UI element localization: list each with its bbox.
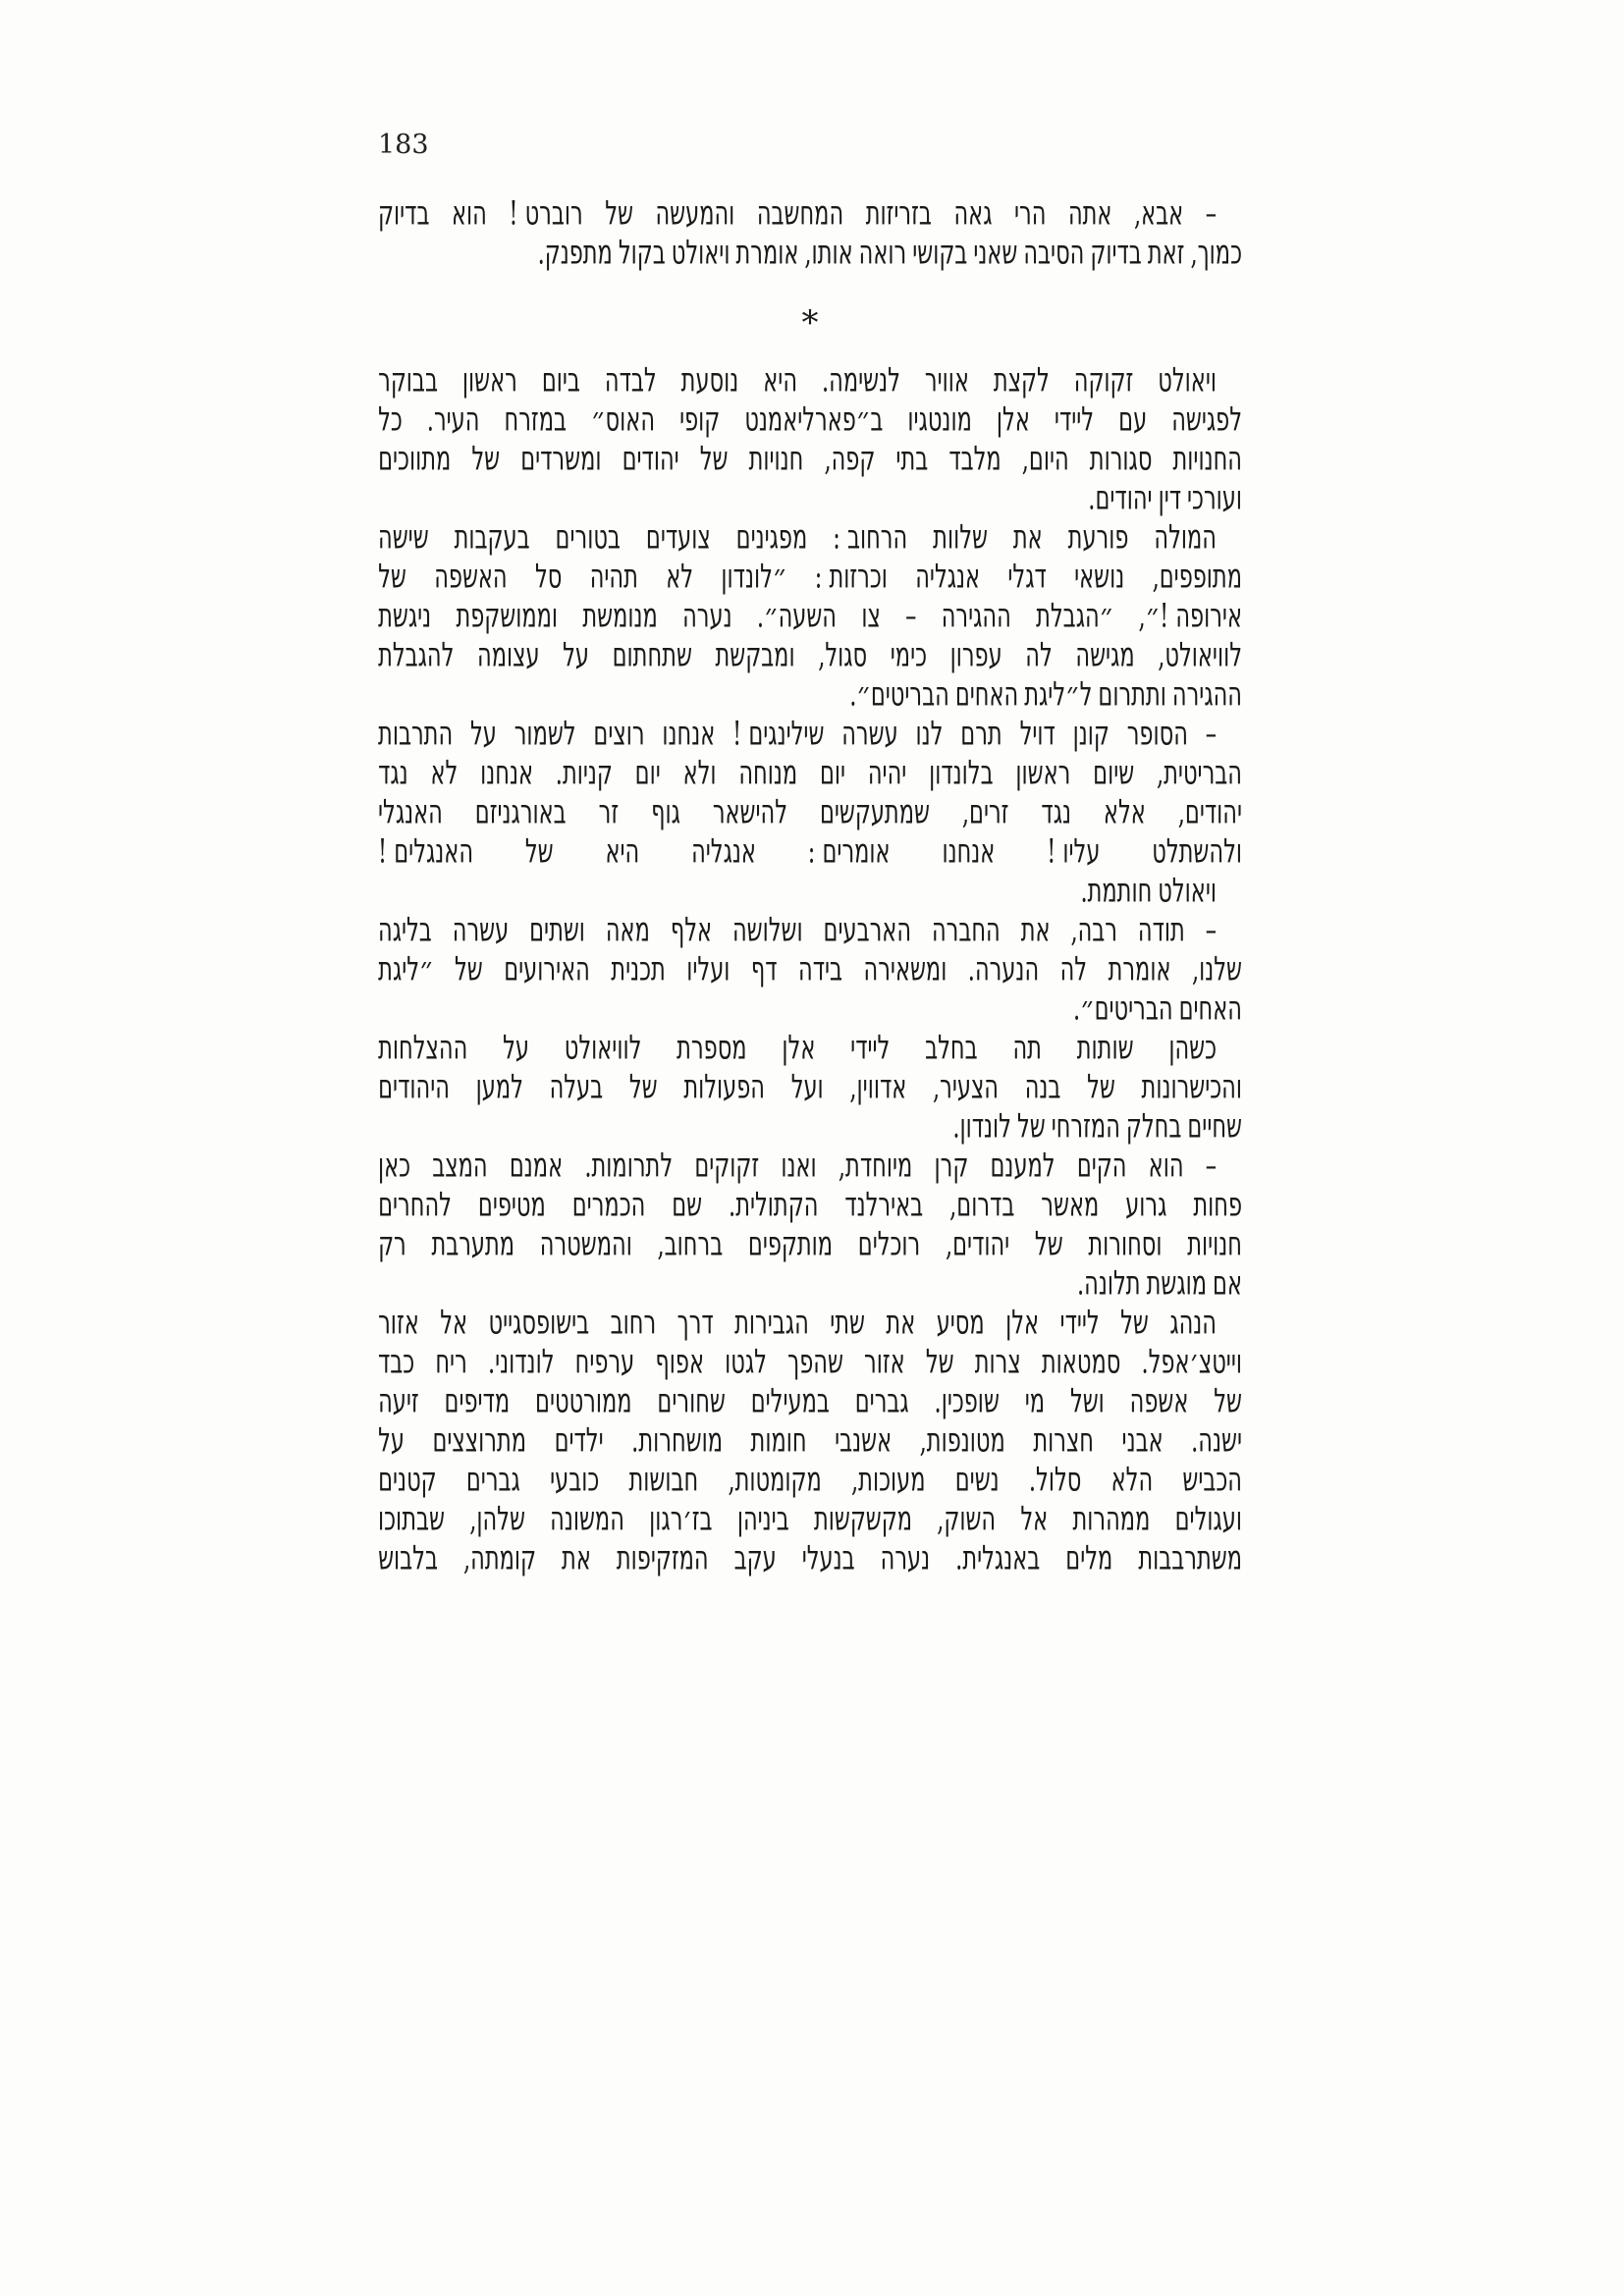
text-line: המולה פורעת את שלוות הרחוב : מפגינים צועדים בטורים בעקבות שישה bbox=[378, 518, 1217, 558]
text-line: וייטצ׳אפל. סמטאות צרות של אזור שהפך לגטו אפוף ערפיח לונדוני. ריח כבד bbox=[378, 1343, 1242, 1382]
text-line: אם מוגשת תלונה. bbox=[1077, 1264, 1242, 1304]
text-line: הכביש הלא סלול. נשים מעוכות, מקומטות, חבושות כובעי גברים קטנים bbox=[378, 1461, 1242, 1500]
text-line: ועורכי דין יהודים. bbox=[1088, 479, 1242, 518]
text-line: – הוא הקים למענם קרן מיוחדת, ואנו זקוקים לתרומות. אמנם המצב כאן bbox=[378, 1147, 1217, 1186]
text-line: – הסופר קונן דויל תרם לנו עשרה שילינגים ! אנחנו רוצים לשמור על התרבות bbox=[378, 715, 1217, 754]
text-line: והכישרונות של בנה הצעיר, אדווין, ועל הפעולות של בעלה למען היהודים bbox=[378, 1068, 1242, 1107]
text-line: כשהן שותות תה בחלב ליידי אלן מספרת לוויאולט על ההצלחות bbox=[378, 1029, 1217, 1068]
text-line: ישנה. אבני חצרות מטונפות, אשנבי חומות מושחרות. ילדים מתרוצצים על bbox=[378, 1421, 1242, 1461]
section-separator: * bbox=[801, 303, 819, 343]
text-line: – תודה רבה, את החברה הארבעים ושלושה אלף מאה ושתים עשרה בליגה bbox=[378, 911, 1217, 950]
text-line: – אבא, אתה הרי גאה בזריזות המחשבה והמעשה של רוברט ! הוא בדיוק bbox=[378, 194, 1217, 234]
text-column bbox=[378, 126, 1242, 1578]
paragraph bbox=[378, 518, 1242, 715]
text-line: יהודים, אלא נגד זרים, שמתעקשים להישאר גוף זר באורגניזם האנגלי bbox=[378, 793, 1242, 832]
text-line: אירופה !״, ״הגבלת ההגירה – צו השעה״. נערה מנומשת וממושקפת ניגשת bbox=[378, 597, 1242, 636]
page-number: 183 bbox=[378, 130, 429, 160]
text-line: החנויות סגורות היום, מלבד בתי קפה, חנויות של יהודים ומשרדים של מתווכים bbox=[378, 440, 1242, 479]
text-line: ההגירה ותתרום ל״ליגת האחים הבריטים״. bbox=[849, 675, 1242, 715]
paragraph bbox=[378, 911, 1242, 1029]
paragraph bbox=[378, 361, 1242, 518]
text-line: משתרבבות מלים באנגלית. נערה בנעלי עקב המזקיפות את קומתה, בלבוש bbox=[378, 1539, 1242, 1578]
paragraph bbox=[378, 1147, 1242, 1304]
text-line: שלנו, אומרת לה הנערה. ומשאירה בידה דף ועליו תכנית האירועים של ״ליגת bbox=[378, 950, 1242, 989]
paragraph bbox=[378, 715, 1242, 872]
text-line: ועגולים ממהרות אל השוק, מקשקשות ביניהן בז׳רגון המשונה שלהן, שבתוכו bbox=[378, 1500, 1242, 1539]
text-line: לוויאולט, מגישה לה עפרון כימי סגול, ומבקשת שתחתום על עצומה להגבלת bbox=[378, 636, 1242, 675]
text-line: הבריטית, שיום ראשון בלונדון יהיה יום מנוחה ולא יום קניות. אנחנו לא נגד bbox=[378, 754, 1242, 793]
paragraph bbox=[378, 1029, 1242, 1147]
text-line: מתופפים, נושאי דגלי אנגליה וכרזות : ״לונדון לא תהיה סל האשפה של bbox=[378, 558, 1242, 597]
paragraph bbox=[378, 1304, 1242, 1578]
text-line: הנהג של ליידי אלן מסיע את שתי הגבירות דרך רחוב בישופסגייט אל אזור bbox=[378, 1304, 1217, 1343]
text-line: ויאולט זקוקה לקצת אוויר לנשימה. היא נוסעת לבדה ביום ראשון בבוקר bbox=[378, 361, 1217, 400]
text-line: פחות גרוע מאשר בדרום, באירלנד הקתולית. שם הכמרים מטיפים להחרים bbox=[378, 1186, 1242, 1225]
text-line: ויאולט חותמת. bbox=[1080, 872, 1217, 911]
text-line: האחים הבריטים״. bbox=[1072, 989, 1242, 1029]
text-line: שחיים בחלק המזרחי של לונדון. bbox=[952, 1107, 1242, 1147]
text-line: לפגישה עם ליידי אלן מונטגיו ב״פארליאמנט קופי האוס״ במזרח העיר. כל bbox=[378, 400, 1242, 440]
paragraph bbox=[378, 194, 1242, 273]
text-line: כמוך, זאת בדיוק הסיבה שאני בקושי רואה אותו, אומרת ויאולט בקול מתפנק. bbox=[537, 234, 1242, 273]
text-line: חנויות וסחורות של יהודים, רוכלים מותקפים ברחוב, והמשטרה מתערבת רק bbox=[378, 1225, 1242, 1264]
text-line: ולהשתלט עליו ! אנחנו אומרים : אנגליה היא של האנגלים ! bbox=[378, 832, 1242, 872]
text-line: של אשפה ושל מי שופכין. גברים במעילים שחורים ממורטטים מדיפים זיעה bbox=[378, 1382, 1242, 1421]
body-text bbox=[378, 194, 1242, 1578]
